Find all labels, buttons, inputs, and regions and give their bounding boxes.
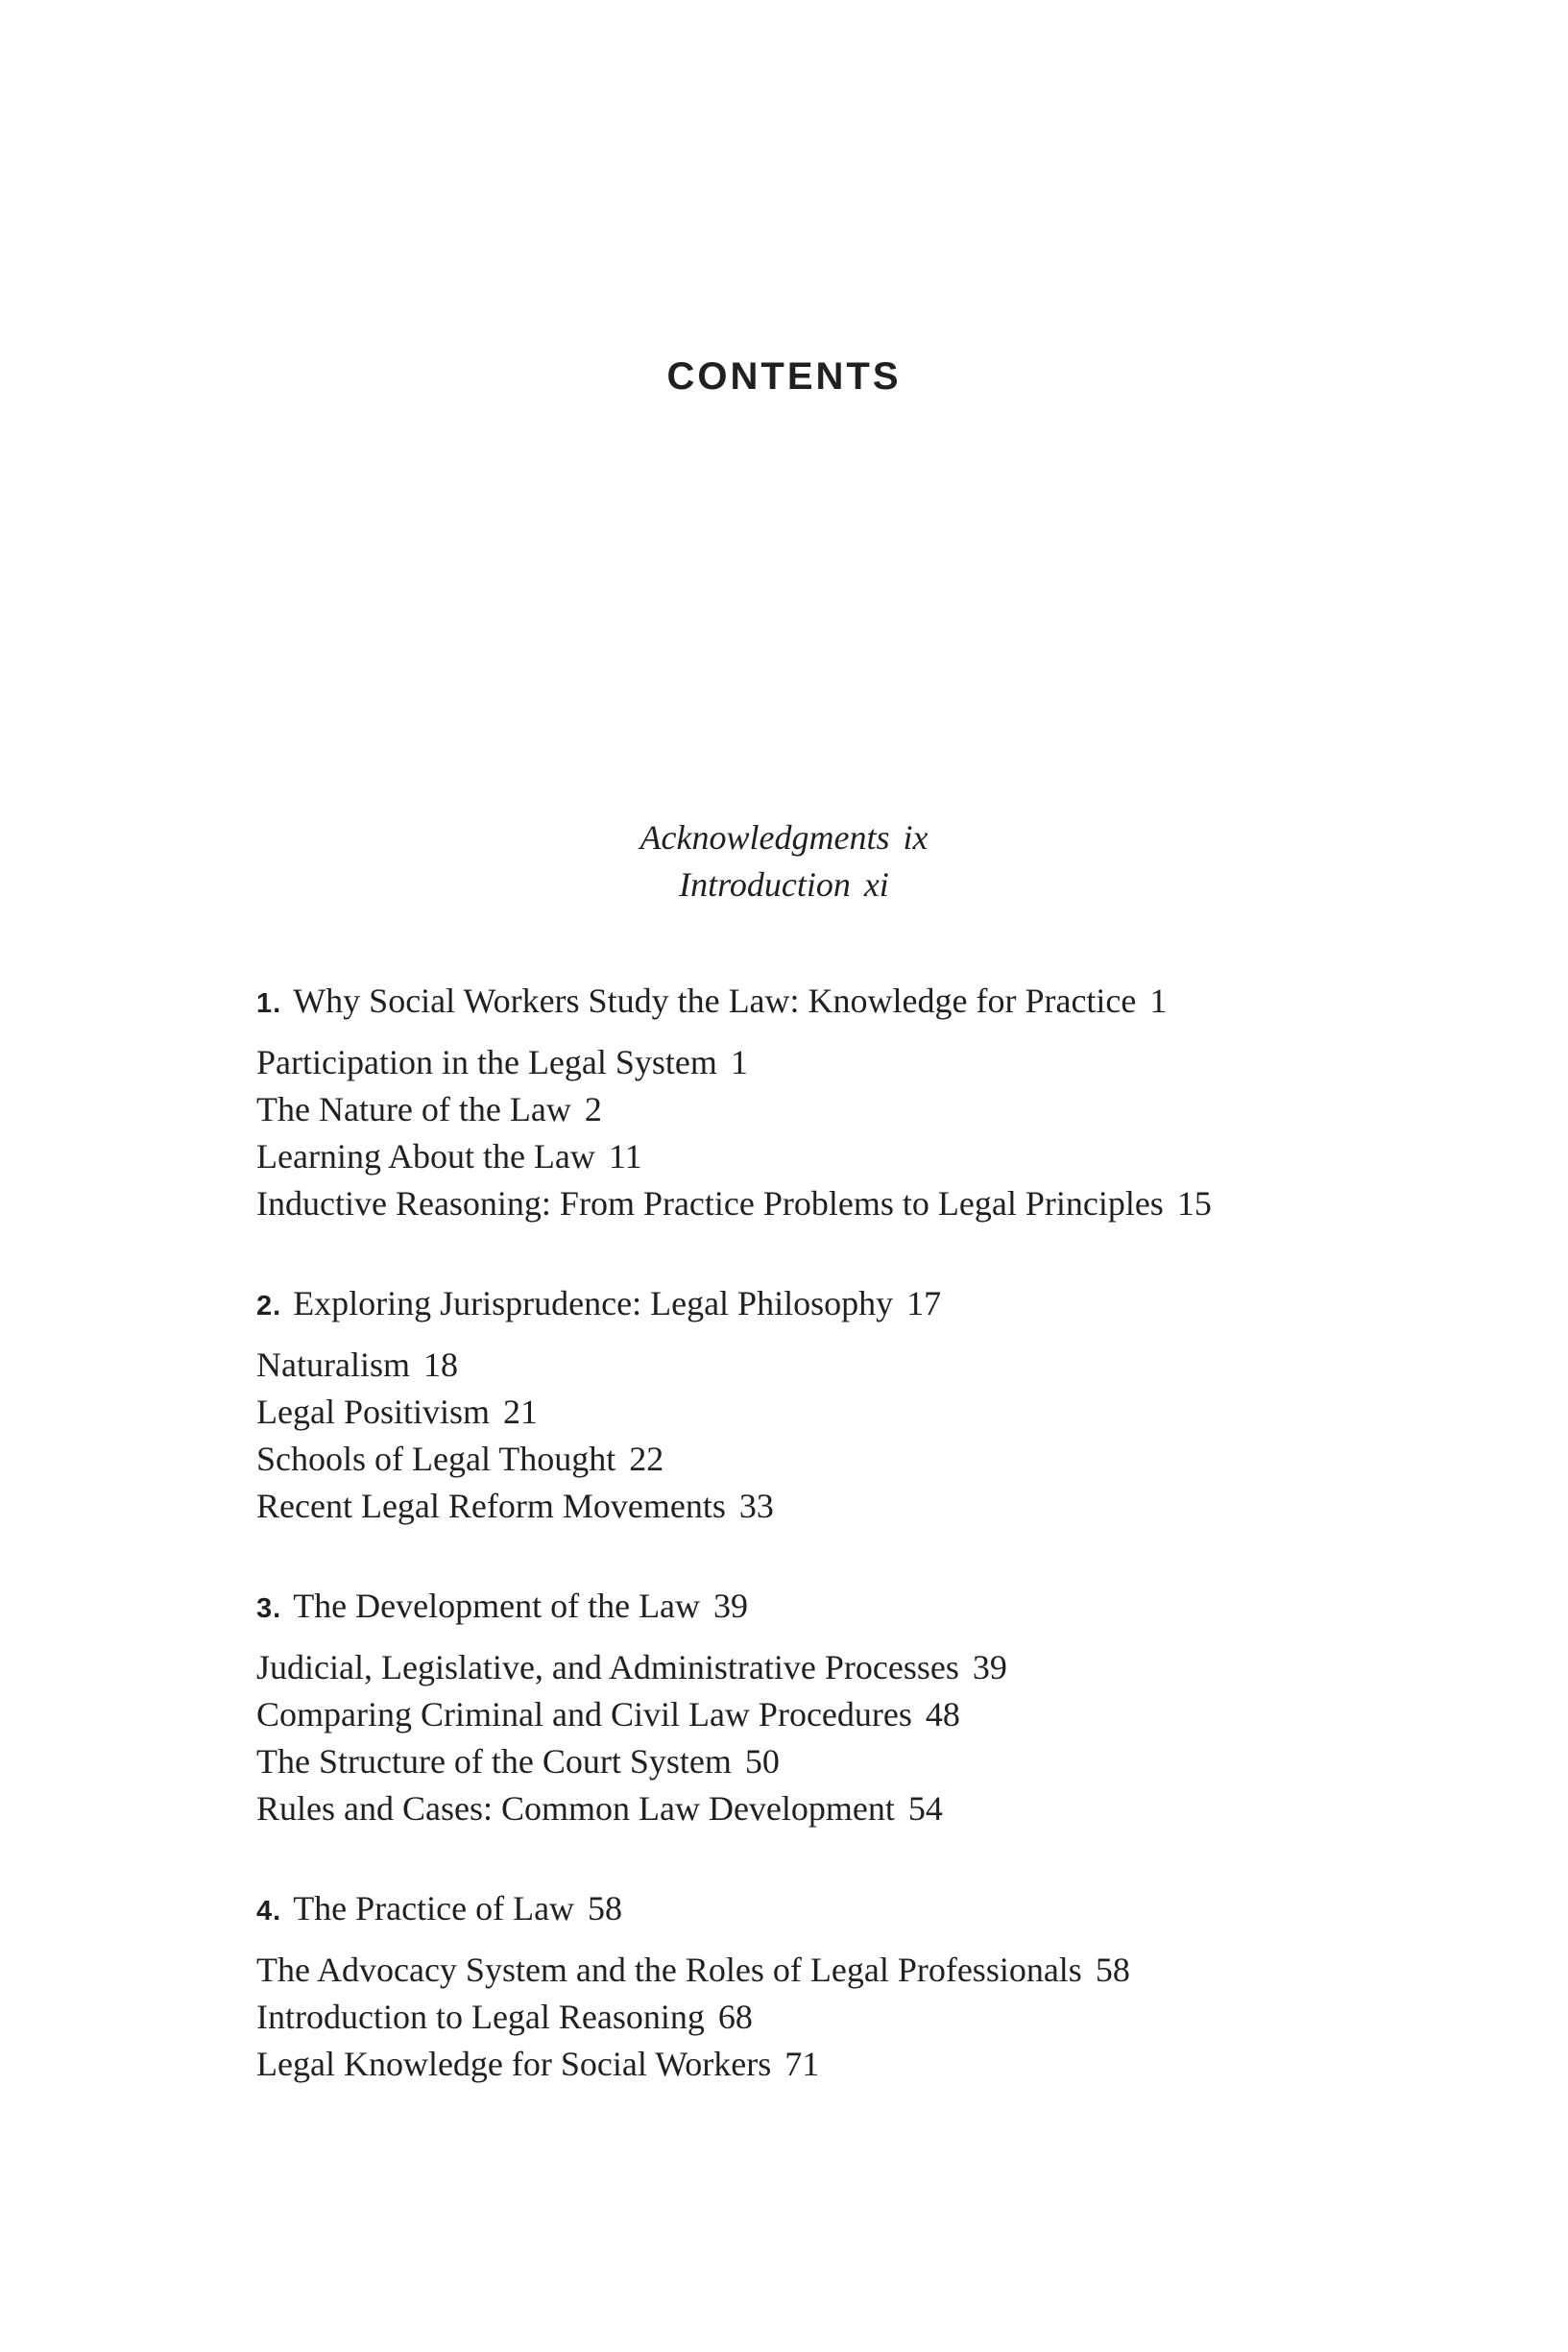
section-title: Naturalism bbox=[256, 1346, 410, 1384]
chapter-title: Why Social Workers Study the Law: Knowledge for Practice bbox=[293, 982, 1137, 1020]
page-number: xi bbox=[863, 865, 889, 904]
section-entry[interactable] bbox=[256, 1086, 1505, 1133]
page-number: 50 bbox=[744, 1742, 780, 1781]
page-number: 1 bbox=[730, 1043, 748, 1081]
chapter-number: 1. bbox=[256, 988, 282, 1019]
page-number: 1 bbox=[1149, 982, 1168, 1020]
page-number: 58 bbox=[1095, 1951, 1130, 1989]
section-entry[interactable] bbox=[256, 2041, 1505, 2088]
chapter-4 bbox=[256, 1885, 1505, 2088]
section-entry[interactable] bbox=[256, 1039, 1505, 1086]
section-entry[interactable] bbox=[256, 1644, 1505, 1691]
page-number: 33 bbox=[738, 1487, 774, 1525]
page-number: 54 bbox=[907, 1789, 943, 1828]
chapter-number: 2. bbox=[256, 1291, 282, 1321]
page-number: 58 bbox=[588, 1889, 623, 1928]
section-title: Participation in the Legal System bbox=[256, 1043, 717, 1081]
section-title: The Structure of the Court System bbox=[256, 1742, 732, 1781]
section-entry[interactable] bbox=[256, 1483, 1505, 1530]
section-title: Recent Legal Reform Movements bbox=[256, 1487, 726, 1525]
page-number: 39 bbox=[972, 1648, 1007, 1686]
section-entry[interactable] bbox=[256, 1342, 1505, 1389]
page-number: 15 bbox=[1176, 1184, 1212, 1223]
chapter-1 bbox=[256, 978, 1505, 1227]
section-title: Legal Knowledge for Social Workers bbox=[256, 2045, 772, 2083]
section-title: Judicial, Legislative, and Administrative Processes bbox=[256, 1648, 959, 1686]
page-number: 2 bbox=[584, 1090, 602, 1128]
page-number: 18 bbox=[422, 1346, 458, 1384]
front-item-acknowledgments[interactable] bbox=[0, 814, 1568, 861]
section-title: Introduction to Legal Reasoning bbox=[256, 1998, 705, 2036]
page-number: 17 bbox=[906, 1284, 942, 1322]
section-entry[interactable] bbox=[256, 1947, 1505, 1994]
table-of-contents bbox=[256, 978, 1505, 2141]
section-entry[interactable] bbox=[256, 1738, 1505, 1785]
section-entry[interactable] bbox=[256, 1133, 1505, 1180]
page-number: ix bbox=[903, 818, 929, 857]
page-number: 48 bbox=[925, 1695, 960, 1734]
chapter-title: The Practice of Law bbox=[293, 1889, 575, 1928]
section-entry[interactable] bbox=[256, 1389, 1505, 1436]
chapter-heading[interactable] bbox=[256, 978, 1505, 1028]
section-entry[interactable] bbox=[256, 1691, 1505, 1738]
chapter-number: 3. bbox=[256, 1593, 282, 1624]
front-item-introduction[interactable] bbox=[0, 861, 1568, 909]
chapter-3 bbox=[256, 1583, 1505, 1832]
section-title: Legal Positivism bbox=[256, 1393, 490, 1431]
page-number: 22 bbox=[629, 1440, 664, 1478]
section-title: Schools of Legal Thought bbox=[256, 1440, 616, 1478]
section-title: The Nature of the Law bbox=[256, 1090, 571, 1128]
front-item-label: Introduction bbox=[679, 865, 851, 904]
chapter-2 bbox=[256, 1280, 1505, 1530]
chapter-title: Exploring Jurisprudence: Legal Philosophy bbox=[293, 1284, 894, 1322]
section-title: The Advocacy System and the Roles of Legal Professionals bbox=[256, 1951, 1082, 1989]
chapter-heading[interactable] bbox=[256, 1280, 1505, 1330]
page-number: 21 bbox=[503, 1393, 538, 1431]
page-number: 11 bbox=[608, 1137, 642, 1176]
page-number: 71 bbox=[784, 2045, 820, 2083]
chapter-number: 4. bbox=[256, 1896, 282, 1927]
front-item-label: Acknowledgments bbox=[639, 818, 890, 857]
chapter-heading[interactable] bbox=[256, 1885, 1505, 1935]
front-matter bbox=[0, 814, 1568, 909]
section-title: Rules and Cases: Common Law Development bbox=[256, 1789, 895, 1828]
section-entry[interactable] bbox=[256, 1994, 1505, 2041]
section-entry[interactable] bbox=[256, 1436, 1505, 1483]
section-title: Comparing Criminal and Civil Law Procedures bbox=[256, 1695, 912, 1734]
page-number: 39 bbox=[713, 1587, 749, 1625]
section-entry[interactable] bbox=[256, 1180, 1505, 1227]
section-entry[interactable] bbox=[256, 1785, 1505, 1832]
chapter-title: The Development of the Law bbox=[293, 1587, 701, 1625]
section-title: Inductive Reasoning: From Practice Problems to Legal Principles bbox=[256, 1184, 1164, 1223]
chapter-heading[interactable] bbox=[256, 1583, 1505, 1633]
page-number: 68 bbox=[717, 1998, 753, 2036]
page-title: CONTENTS bbox=[666, 355, 902, 398]
section-title: Learning About the Law bbox=[256, 1137, 595, 1176]
